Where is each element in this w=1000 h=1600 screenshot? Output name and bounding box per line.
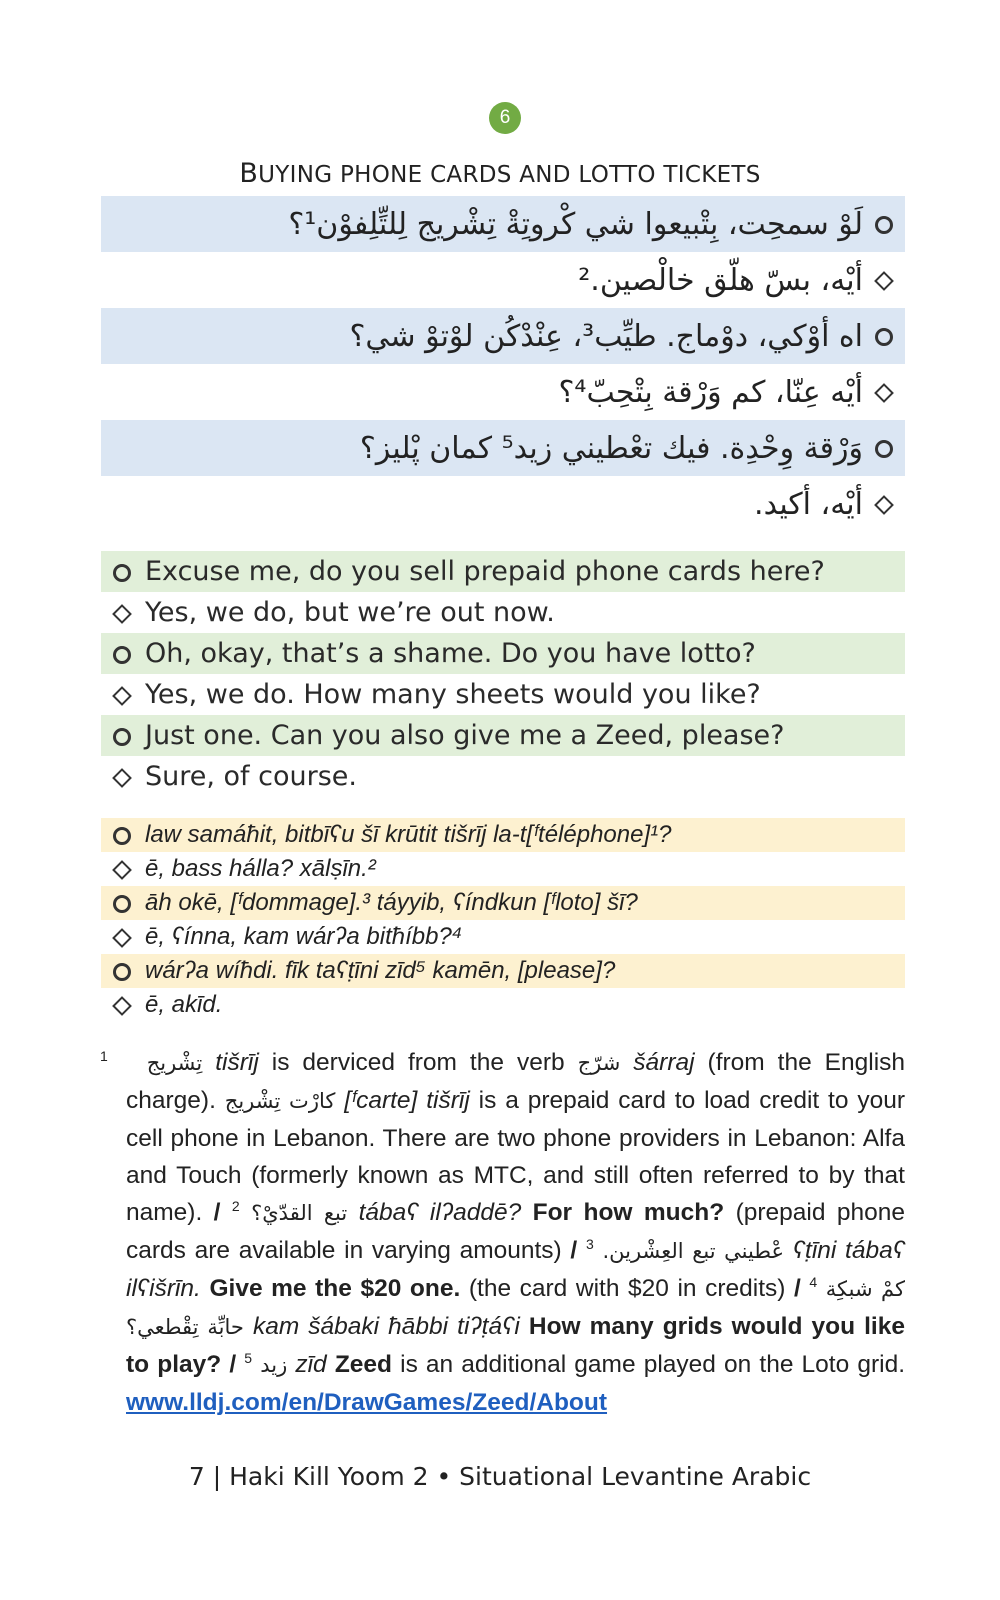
speaker-a-icon (111, 957, 133, 985)
arabic-line: أيْه، أكيد. (101, 476, 905, 532)
translit-line: ē, akīd. (101, 988, 905, 1022)
arabic-dialogue (101, 196, 905, 532)
speaker-b-icon (111, 923, 133, 951)
arabic-line: أيْه عِنّا، كم وَرْقة بِتْحِبّ⁴؟ (101, 364, 905, 420)
translit-line: wárʔa wíħdi. fīk taʕṭīni zīd⁵ kamēn, [please]? (101, 954, 905, 988)
arabic-line: وَرْقة وِحْدِة. فيك تعْطيني زيد⁵ كمان پْليز؟ (101, 420, 905, 476)
translit-line: āh okē, [ᶠdommage].³ táyyib, ʕíndkun [ᶠloto] šī? (101, 886, 905, 920)
speaker-a-icon (873, 431, 895, 466)
speaker-b-icon (111, 991, 133, 1019)
transliteration-dialogue (101, 818, 905, 1022)
lesson-number-badge: 6 (489, 102, 521, 134)
footnote-paragraph: $^1$ تِشْريج tišrīj is derviced from the verb شرّج šárraj (from the English charge). كارْت تِشْريج [ᶠcarte] tišrīj is a prepaid card to load credit to your cell phone in Lebanon. There are two phone providers in Lebanon: Alfa and Touch (formerly known as MTC, and still often referred to by that name). / $^2$ تبع القدّيْ؟ tábaʕ ilʔaddē? For how much? (prepaid phone cards are available in varying amounts) / $^3$ عْطيني تبع العِشْرين. ʕṭīni tábaʕ ilʕišrīn. Give me the $20 one. (the card with $20 in credits) / $^4$ كمْ شبكِة حابِّة تِقْطعي؟ kam šábaki ħābbi tiʔṭáʕi How many grids would you like to play? / $^5$ زيد zīd Zeed is an additional game played on the Loto grid. www.lldj.com/en/DrawGames/Zeed/About (100, 1047, 906, 1416)
speaker-b-icon (111, 679, 133, 710)
speaker-a-icon (873, 319, 895, 354)
english-line: Just one. Can you also give me a Zeed, please? (101, 715, 905, 756)
speaker-a-icon (111, 720, 133, 751)
footnotes (100, 1044, 905, 1421)
page-footer: 7 | Haki Kill Yoom 2 • Situational Levantine Arabic (188, 1462, 812, 1491)
english-line: Yes, we do, but we’re out now. (101, 592, 905, 633)
page-title-text: UYING PHONE CARDS AND LOTTO TICKETS (258, 162, 761, 188)
english-line: Excuse me, do you sell prepaid phone cards here? (101, 551, 905, 592)
english-line: Sure, of course. (101, 756, 905, 797)
english-dialogue (101, 551, 905, 797)
translit-line: law samáħit, bitbīʕu šī krūtit tišrīj la-t[ᶠtéléphone]¹? (101, 818, 905, 852)
translit-line: ē, ʕínna, kam wárʔa bitħíbb?⁴ (101, 920, 905, 954)
arabic-line: أيْه، بسّ هلّق خالْصين.² (101, 252, 905, 308)
speaker-a-icon (873, 207, 895, 242)
english-line: Oh, okay, that’s a shame. Do you have lotto? (101, 633, 905, 674)
arabic-line: لَوْ سمحِت، بِتْبيعوا شي كْروتِةْ تِشْريج لِلتِّلِفوْن¹؟ (101, 196, 905, 252)
page-title: BUYING PHONE CARDS AND LOTTO TICKETS (239, 158, 761, 189)
arabic-line: اه أوْكي، دوْماج. طيِّب³، عِنْدْكُن لوْتوْ شي؟ (101, 308, 905, 364)
speaker-b-icon (873, 375, 895, 410)
speaker-b-icon (111, 761, 133, 792)
zeed-link[interactable]: www.lldj.com/en/DrawGames/Zeed/About (126, 1389, 608, 1416)
speaker-a-icon (111, 821, 133, 849)
english-line: Yes, we do. How many sheets would you like? (101, 674, 905, 715)
speaker-a-icon (111, 638, 133, 669)
speaker-b-icon (111, 597, 133, 628)
speaker-a-icon (111, 556, 133, 587)
speaker-b-icon (873, 263, 895, 298)
translit-line: ē, bass hálla? xālṣīn.² (101, 852, 905, 886)
speaker-b-icon (111, 855, 133, 883)
speaker-b-icon (873, 487, 895, 522)
speaker-a-icon (111, 889, 133, 917)
